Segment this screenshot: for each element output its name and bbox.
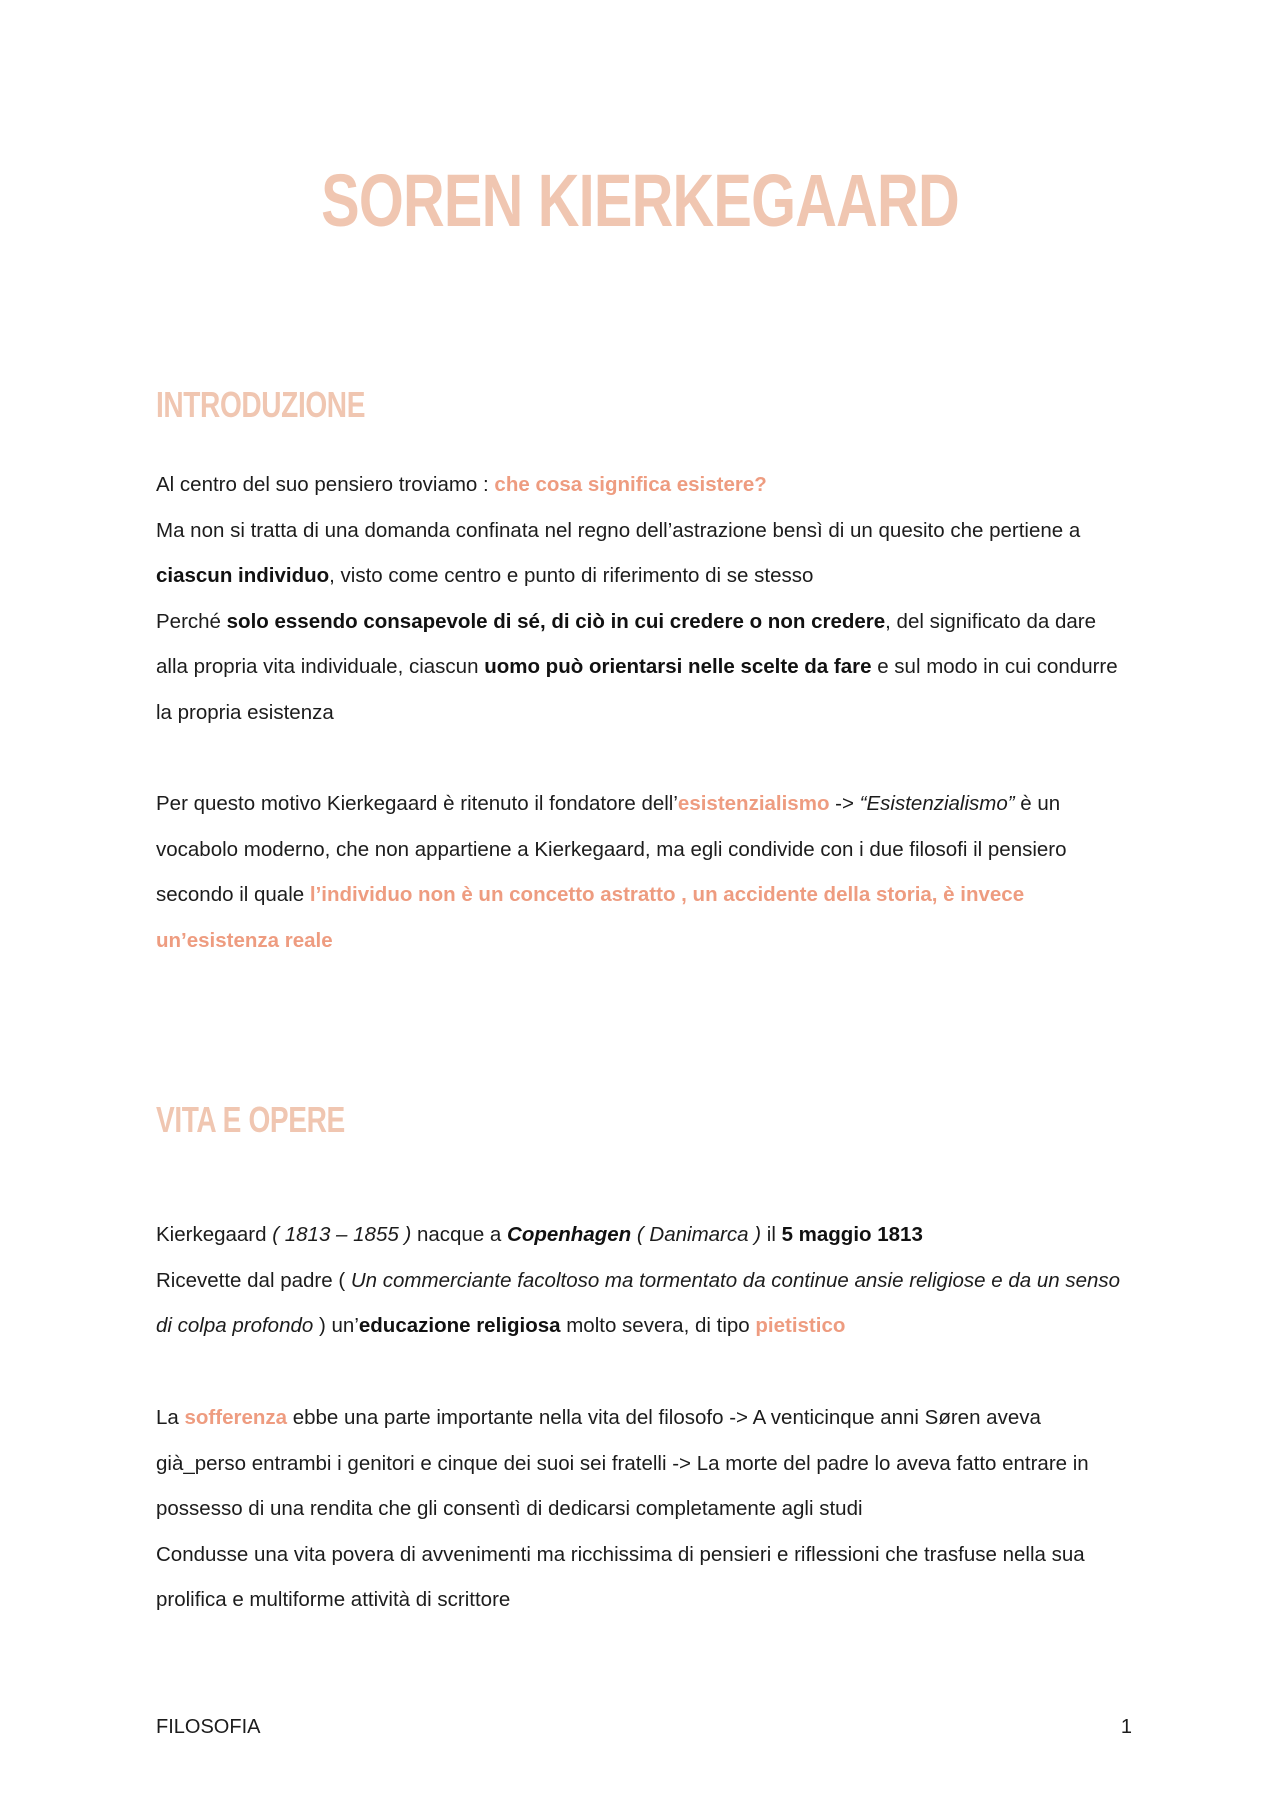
- highlight-question: che cosa significa esistere?: [494, 473, 767, 496]
- bold-italic-text: Copenhagen: [507, 1223, 632, 1246]
- vita-suffering-line: [156, 1395, 1124, 1532]
- text-run: ) un’: [313, 1314, 359, 1337]
- highlight-sentence: l’individuo non è un concetto astratto , un accidente della storia, è invece un’esistenza reale: [156, 883, 1025, 952]
- text-run: Kierkegaard: [156, 1223, 273, 1246]
- section-heading-vita-e-opere: VITA E OPERE: [156, 1099, 345, 1140]
- text-run: Perché: [156, 609, 227, 633]
- text-run: Ma non si tratta di una domanda confinata nel regno dell’astrazione bensì di un quesito che pertiene a: [156, 518, 1081, 542]
- intro-paragraph-1: [156, 462, 1124, 735]
- vita-writer-line: [156, 1532, 1124, 1623]
- italic-text: Un commerciante facoltoso ma tormentato da continue ansie religiose e da un senso di colpa profondo: [156, 1268, 1121, 1337]
- italic-text: ( 1813 – 1855 ): [272, 1223, 412, 1246]
- text-run: La: [156, 1406, 185, 1429]
- vita-education-line: [156, 1258, 1124, 1349]
- bold-text: uomo può orientarsi nelle scelte da fare: [484, 655, 872, 678]
- bold-text: ciascun individuo: [156, 564, 330, 587]
- intro-line-3: [156, 599, 1124, 736]
- text-run: , visto come centro e punto di riferimento di se stesso: [329, 564, 814, 587]
- footer-subject: FILOSOFIA: [156, 1716, 261, 1738]
- text-run: Ricevette dal padre (: [156, 1268, 351, 1292]
- text-run: nacque a: [411, 1223, 508, 1246]
- text-run: ebbe una parte importante nella vita del filosofo -> A venticinque anni Søren aveva già_perso entrambi i genitori e cinque dei suoi sei fratelli -> La morte del padre lo aveva fatto entrare in possesso di una rendita che gli consentì di dedicarsi completamente agli studi: [156, 1406, 1089, 1520]
- page-title: SOREN KIERKEGAARD: [321, 159, 959, 242]
- bold-text: educazione religiosa: [358, 1314, 561, 1337]
- text-run: , del significato da dare alla propria vita individuale, ciascun: [156, 609, 1096, 678]
- text-run: ->: [829, 792, 860, 815]
- intro-paragraph-2: [156, 781, 1124, 963]
- text-run: il: [761, 1223, 782, 1246]
- bold-text: 5 maggio 1813: [781, 1223, 923, 1246]
- text-run: è un vocabolo moderno, che non appartiene a Kierkegaard, ma egli condivide con i due filosofi il pensiero secondo il quale: [156, 792, 1067, 906]
- italic-text: ( Danimarca ): [636, 1223, 762, 1246]
- vita-paragraph-2: [156, 1395, 1124, 1623]
- text-run: Al centro del suo pensiero troviamo :: [156, 473, 495, 496]
- vita-birth-line: [156, 1212, 1124, 1258]
- intro-line-1: [156, 462, 1124, 508]
- text-run: molto severa, di tipo: [560, 1314, 756, 1337]
- bold-text: solo essendo consapevole di sé, di ciò in cui credere o non credere: [226, 609, 886, 633]
- text-run: Per questo motivo Kierkegaard è ritenuto il fondatore dell’: [156, 792, 678, 815]
- vita-paragraph-1: [156, 1212, 1124, 1349]
- section-heading-introduzione: INTRODUZIONE: [156, 384, 366, 425]
- highlight-term: esistenzialismo: [677, 792, 830, 815]
- highlight-term: sofferenza: [184, 1406, 288, 1429]
- text-run: e sul modo in cui condurre la propria esistenza: [156, 655, 1118, 724]
- text-run: Condusse una vita povera di avvenimenti ma ricchissima di pensieri e riflessioni che trasfuse nella sua prolifica e multiforme attività di scrittore: [156, 1542, 1085, 1611]
- highlight-term: pietistico: [755, 1314, 846, 1337]
- page-number: 1: [1120, 1716, 1132, 1738]
- intro-line-2: [156, 508, 1124, 599]
- intro-existentialism: [156, 781, 1124, 963]
- italic-text: “Esistenzialismo”: [859, 792, 1015, 815]
